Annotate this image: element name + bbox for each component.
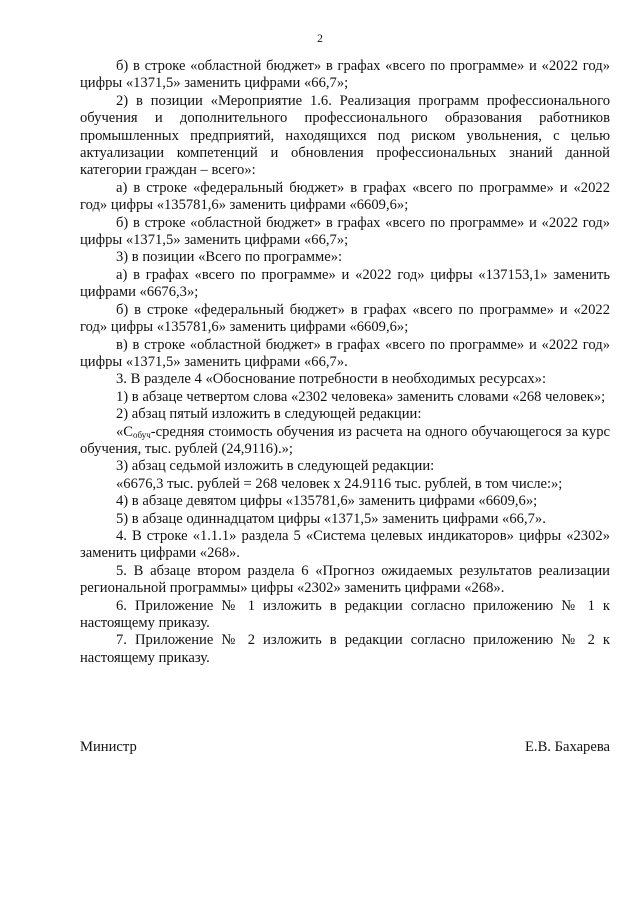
paragraph: б) в строке «федеральный бюджет» в графах «всего по программе» и «2022 год» цифры «135781,6» заменить цифрами «6609,6»; (80, 301, 610, 336)
formula-paragraph (80, 424, 610, 459)
paragraph: 6. Приложение № 1 изложить в редакции согласно приложению № 1 к настоящему приказу. (80, 597, 610, 631)
signatory-name: Е.В. Бахарева (525, 739, 610, 755)
paragraph: в) в строке «областной бюджет» в графах «всего по программе» и «2022 год» цифры «1371,5» заменить цифрами «66,7». (80, 336, 610, 370)
paragraph: б) в строке «областной бюджет» в графах «всего по программе» и «2022 год» цифры «1371,5» заменить цифрами «66,7»; (80, 214, 610, 249)
formula-subscript: обуч (133, 429, 151, 440)
formula-suffix: -средняя стоимость обучения из расчета на одного обучающегося за курс обучения, тыс. рублей (24,9116).»; (80, 423, 610, 457)
paragraph: а) в графах «всего по программе» и «2022 год» цифры «137153,1» заменить цифрами «6676,3»; (80, 266, 610, 301)
document-body (80, 58, 610, 667)
paragraph: 3) в позиции «Всего по программе»: (116, 249, 343, 266)
signature-block (80, 739, 610, 756)
paragraph: а) в строке «федеральный бюджет» в графах «всего по программе» и «2022 год» цифры «135781,6» заменить цифрами «6609,6»; (80, 179, 610, 214)
formula-prefix: «С (116, 423, 134, 440)
paragraph: 5. В абзаце втором раздела 6 «Прогноз ожидаемых результатов реализации региональной программы» цифры «2302» заменить цифрами «268». (80, 562, 610, 597)
paragraph: 7. Приложение № 2 изложить в редакции согласно приложению № 2 к настоящему приказу. (80, 632, 610, 666)
paragraph: 3. В разделе 4 «Обоснование потребности в необходимых ресурсах»: (116, 371, 547, 388)
paragraph: 2) в позиции «Мероприятие 1.6. Реализация программ профессионального обучения и дополнительного профессионального образования работников промышленных предприятий, находящихся под риском увольнения, с целью актуализации компетенций и обновления профессиональных знаний данной категории граждан – всего»: (80, 92, 610, 179)
paragraph: 2) абзац пятый изложить в следующей редакции: (116, 406, 422, 423)
page-number: 2 (317, 33, 323, 45)
signatory-position: Министр (80, 739, 137, 755)
paragraph: 1) в абзаце четвертом слова «2302 человека» заменить словами «268 человек»; (116, 388, 606, 405)
paragraph: 5) в абзаце одиннадцатом цифры «1371,5» заменить цифрами «66,7». (116, 510, 546, 527)
paragraph: «6676,3 тыс. рублей = 268 человек х 24.9116 тыс. рублей, в том числе:»; (116, 475, 563, 492)
paragraph: 3) абзац седьмой изложить в следующей редакции: (116, 458, 435, 475)
paragraph: 4) в абзаце девятом цифры «135781,6» заменить цифрами «6609,6»; (116, 493, 538, 510)
paragraph: 4. В строке «1.1.1» раздела 5 «Система целевых индикаторов» цифры «2302» заменить цифрами «268». (80, 527, 610, 562)
paragraph: б) в строке «областной бюджет» в графах «всего по программе» и «2022 год» цифры «1371,5» заменить цифрами «66,7»; (80, 58, 610, 92)
